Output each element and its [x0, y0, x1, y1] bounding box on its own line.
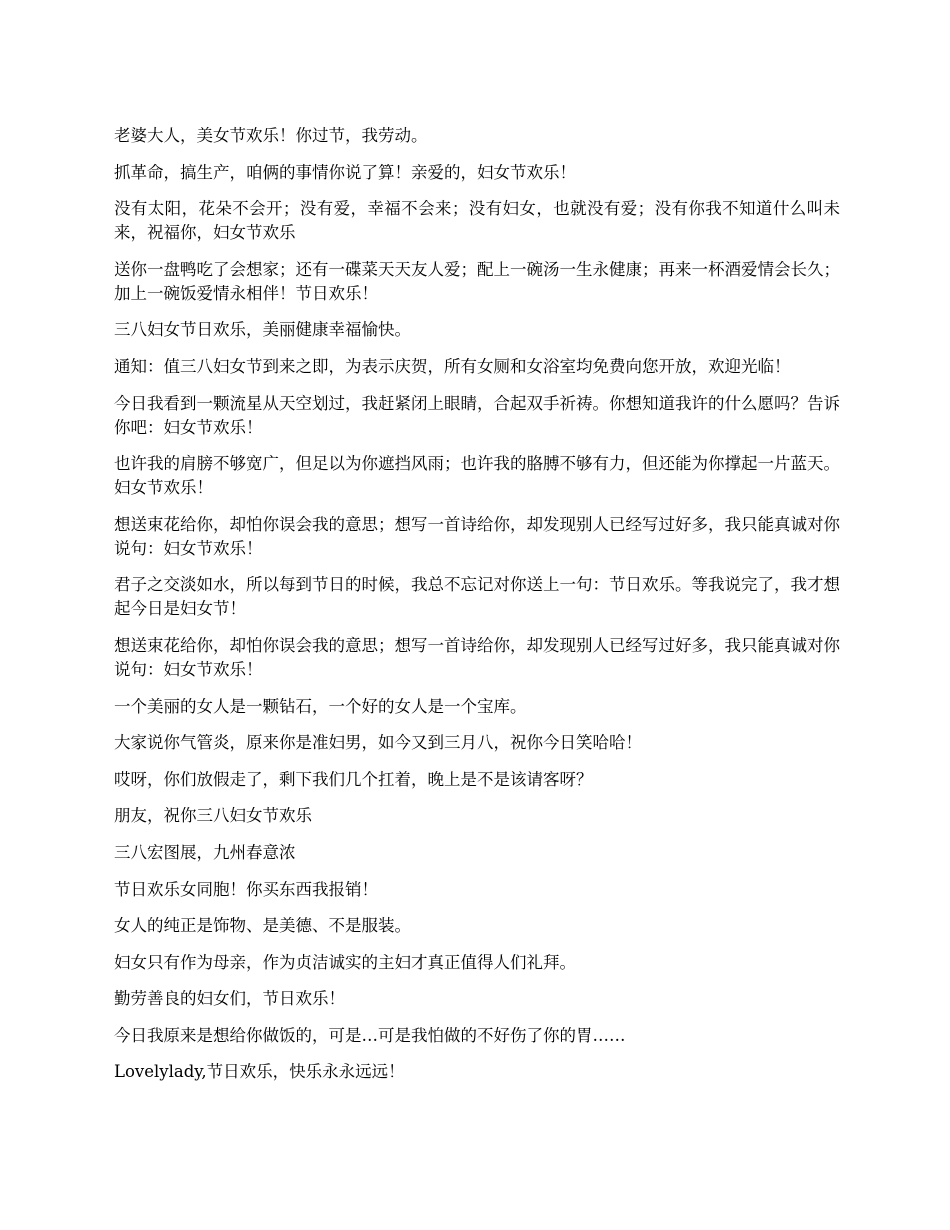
paragraph: 三八妇女节日欢乐，美丽健康幸福愉快。	[114, 320, 411, 340]
paragraph: 妇女只有作为母亲，作为贞洁诚实的主妇才真正值得人们礼拜。	[114, 952, 576, 972]
paragraph: 通知：值三八妇女节到来之即，为表示庆贺，所有女厕和女浴室均免费向您开放，欢迎光临！	[114, 356, 791, 376]
paragraph: 哎呀，你们放假走了，剩下我们几个扛着，晚上是不是该请客呀？	[114, 769, 593, 789]
paragraph: 女人的纯正是饰物、是美德、不是服装。	[114, 916, 411, 936]
paragraph: 想送束花给你，却怕你误会我的意思；想写一首诗给你，却发现别人已经写过好多，我只能真诚对你说句：妇女节欢乐！	[114, 635, 840, 679]
paragraph: 也许我的肩膀不够宽广，但足以为你遮挡风雨；也许我的胳膊不够有力，但还能为你撑起一片蓝天。妇女节欢乐！	[114, 454, 840, 498]
paragraph: 送你一盘鸭吃了会想家；还有一碟菜天天友人爱；配上一碗汤一生永健康；再来一杯酒爱情会长久；加上一碗饭爱情永相伴！节日欢乐！	[114, 259, 840, 303]
paragraph: 勤劳善良的妇女们，节日欢乐！	[114, 989, 345, 1009]
paragraph: 没有太阳，花朵不会开；没有爱，幸福不会来；没有妇女，也就没有爱；没有你我不知道什么叫未来，祝福你，妇女节欢乐	[114, 199, 840, 243]
document-body	[114, 124, 840, 1097]
paragraph: Lovelylady,节日欢乐，快乐永永远远！	[114, 1062, 405, 1082]
paragraph: 三八宏图展，九州春意浓	[114, 842, 296, 862]
paragraph: 节日欢乐女同胞！你买东西我报销！	[114, 879, 378, 899]
paragraph: 想送束花给你，却怕你误会我的意思；想写一首诗给你，却发现别人已经写过好多，我只能真诚对你说句：妇女节欢乐！	[114, 514, 840, 558]
paragraph: 今日我看到一颗流星从天空划过，我赶紧闭上眼睛，合起双手祈祷。你想知道我许的什么愿吗？告诉你吧：妇女节欢乐！	[114, 393, 840, 437]
paragraph: 老婆大人，美女节欢乐！你过节，我劳动。	[114, 126, 428, 145]
paragraph: 抓革命，搞生产，咱俩的事情你说了算！亲爱的，妇女节欢乐！	[114, 162, 576, 182]
paragraph: 朋友，祝你三八妇女节欢乐	[114, 806, 312, 826]
paragraph: 今日我原来是想给你做饭的，可是…可是我怕做的不好伤了你的胃……	[114, 1025, 626, 1045]
paragraph: 一个美丽的女人是一颗钻石，一个好的女人是一个宝库。	[114, 696, 527, 716]
paragraph: 大家说你气管炎，原来你是准妇男，如今又到三月八，祝你今日笑哈哈！	[114, 733, 642, 753]
paragraph: 君子之交淡如水，所以每到节日的时候，我总不忘记对你送上一句：节日欢乐。等我说完了，我才想起今日是妇女节！	[114, 575, 840, 619]
